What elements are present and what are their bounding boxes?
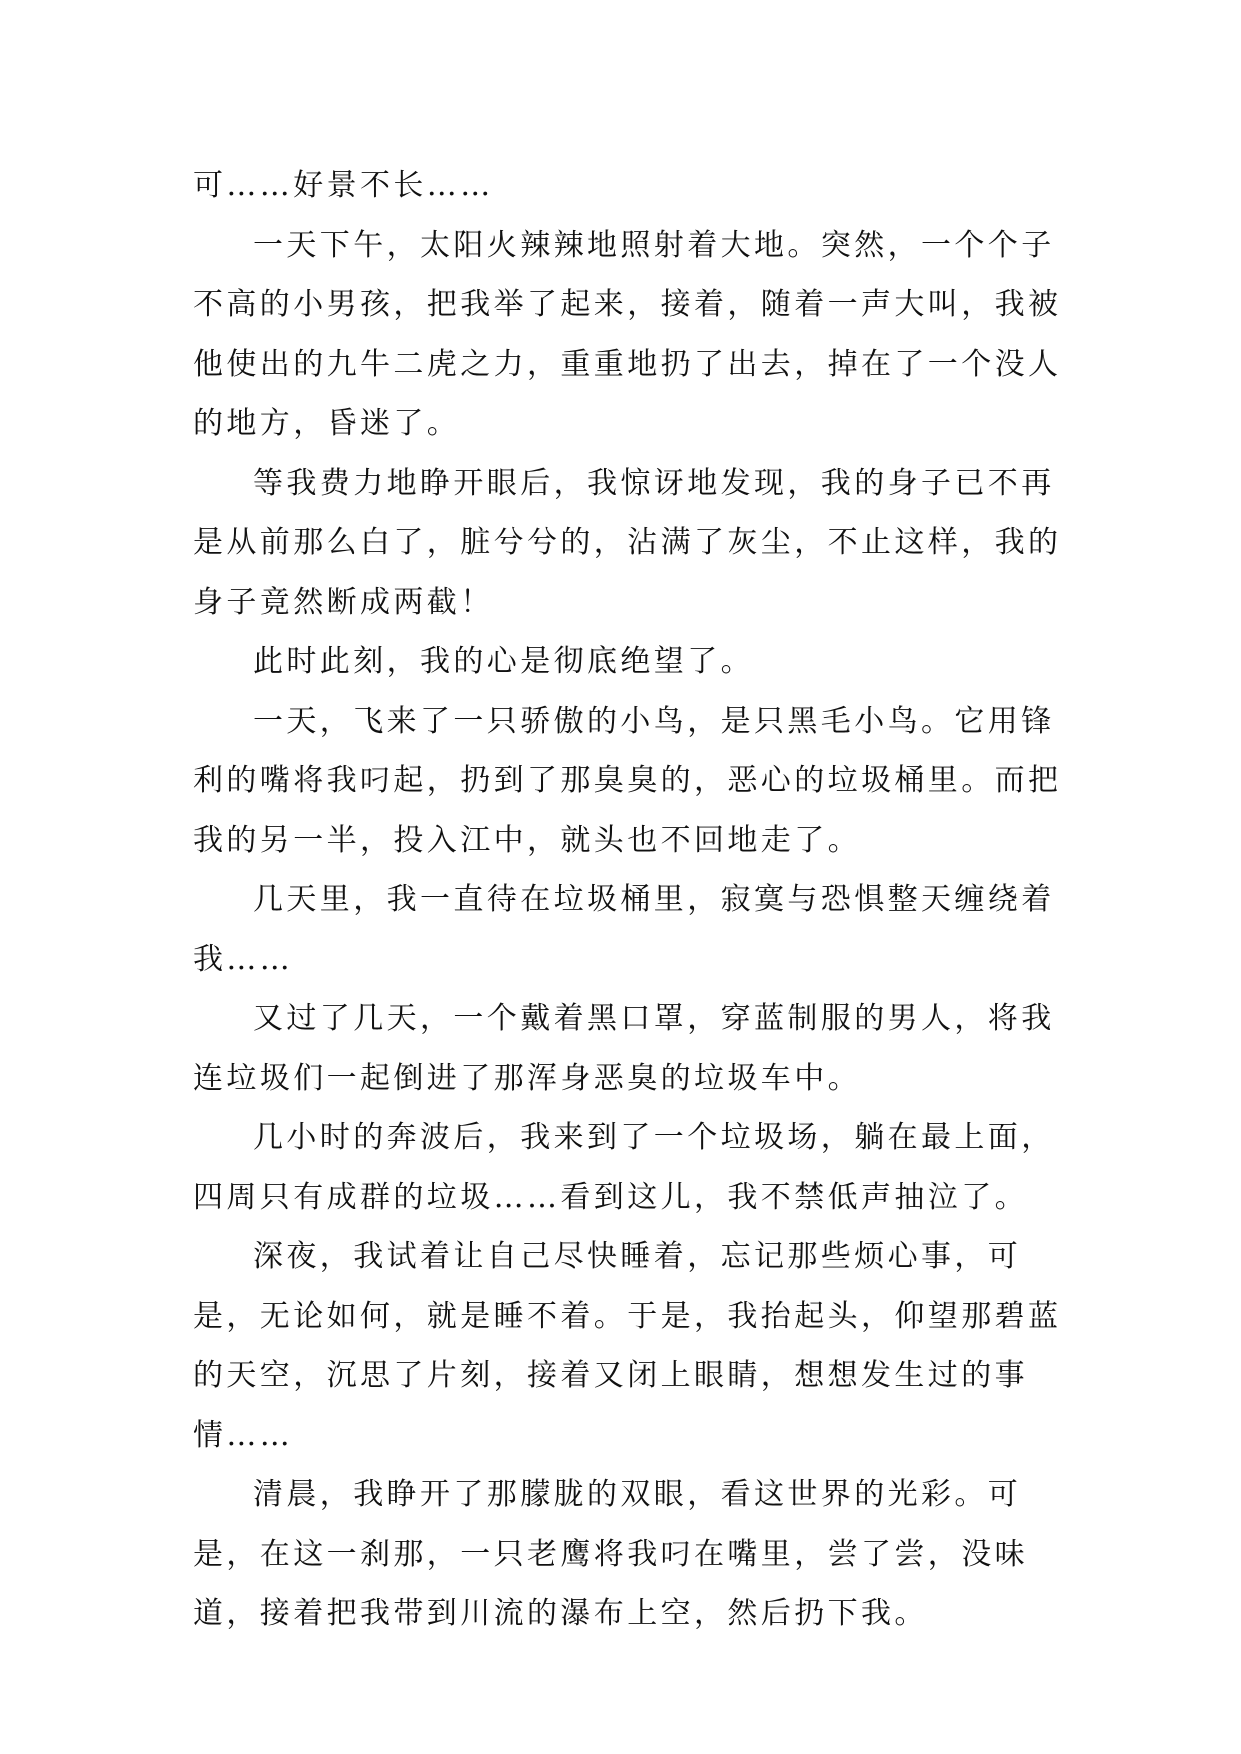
paragraph-1: 可……好景不长…… — [193, 168, 494, 203]
document-body — [193, 156, 1073, 1644]
paragraph-9: 深夜，我试着让自己尽快睡着，忘记那些烦心事，可是，无论如何，就是睡不着。于是，我抬起头，仰望那碧蓝的天空，沉思了片刻，接着又闭上眼睛，想想发生过的事情…… — [193, 1239, 1062, 1453]
paragraph-10: 清晨，我睁开了那朦胧的双眼，看这世界的光彩。可是，在这一刹那，一只老鹰将我叼在嘴里，尝了尝，没味道，接着把我带到川流的瀑布上空，然后扔下我。 — [193, 1477, 1028, 1631]
paragraph-5: 一天，飞来了一只骄傲的小鸟，是只黑毛小鸟。它用锋利的嘴将我叼起，扔到了那臭臭的，恶心的垃圾桶里。而把我的另一半，投入江中，就头也不回地走了。 — [193, 703, 1062, 858]
paragraph-2: 一天下午，太阳火辣辣地照射着大地。突然，一个个子不高的小男孩，把我举了起来，接着，随着一声大叫，我被他使出的九牛二虎之力，重重地扔了出去，掉在了一个没人的地方，昏迷了。 — [193, 227, 1062, 441]
paragraph-8: 几小时的奔波后，我来到了一个垃圾场，躺在最上面，四周只有成群的垃圾……看到这儿，我不禁低声抽泣了。 — [193, 1120, 1055, 1215]
paragraph-4: 此时此刻，我的心是彻底绝望了。 — [253, 644, 754, 679]
paragraph-3: 等我费力地睁开眼后，我惊讶地发现，我的身子已不再是从前那么白了，脏兮兮的，沾满了灰尘，不止这样，我的身子竟然断成两截！ — [193, 465, 1062, 620]
paragraph-7: 又过了几天，一个戴着黑口罩，穿蓝制服的男人，将我连垃圾们一起倒进了那浑身恶臭的垃圾车中。 — [193, 1001, 1055, 1096]
paragraph-6: 几天里，我一直待在垃圾桶里，寂寞与恐惧整天缠绕着我…… — [193, 882, 1055, 977]
